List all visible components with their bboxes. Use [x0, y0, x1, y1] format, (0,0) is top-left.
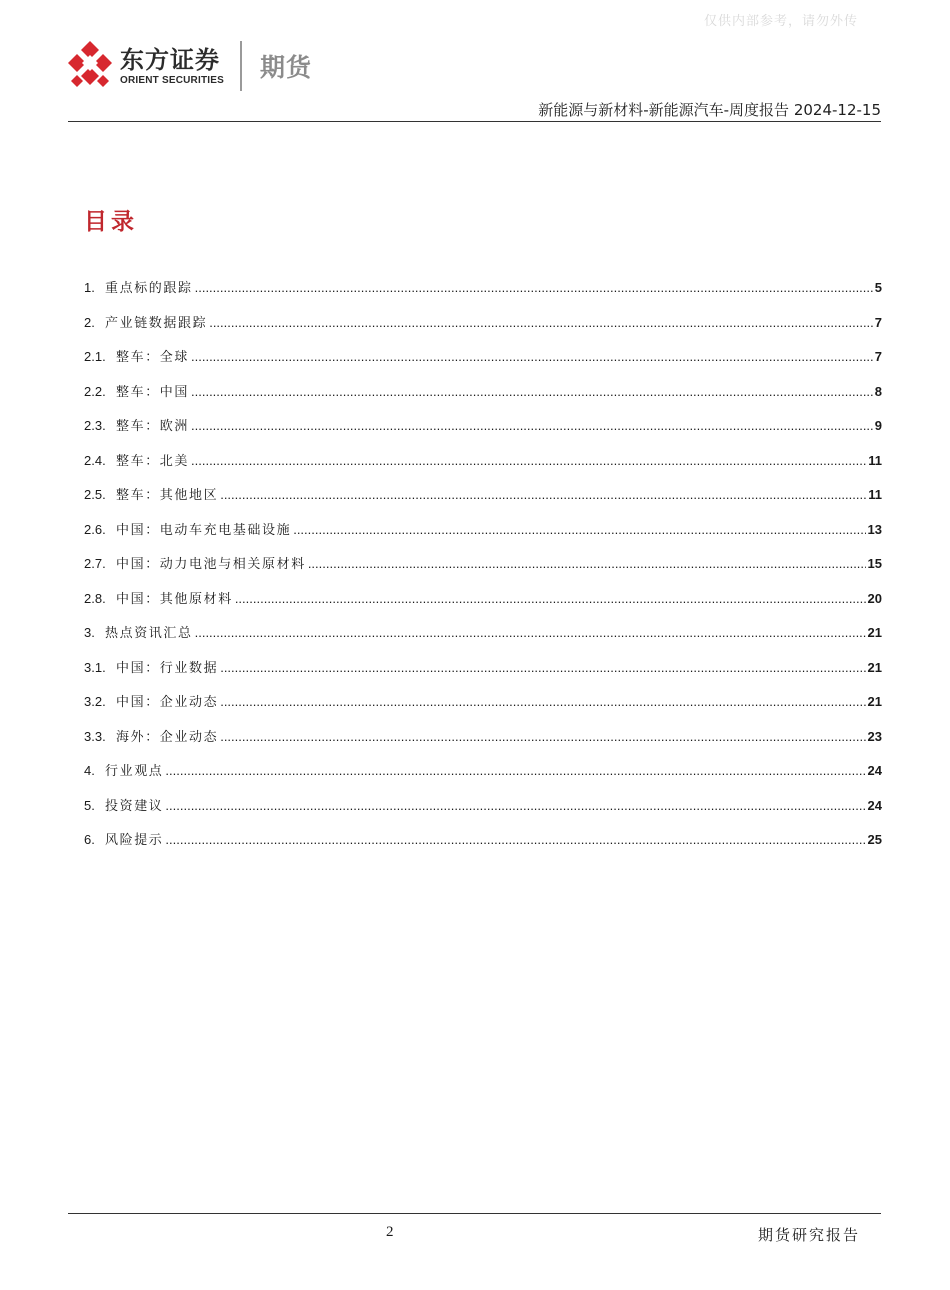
orient-logo-icon	[68, 41, 112, 91]
toc-label: 中国：其他原材料	[116, 591, 233, 607]
toc-number: 3.2.	[84, 694, 106, 709]
toc-leader	[220, 727, 865, 747]
toc-number: 2.4.	[84, 452, 106, 468]
toc-label: 整车：北美	[116, 453, 190, 469]
toc-number: 1.	[84, 280, 95, 295]
toc-entry[interactable]	[84, 761, 882, 796]
toc-page-number: 25	[867, 832, 882, 847]
toc-number: 2.5.	[84, 487, 106, 502]
toc-label: 行业观点	[105, 764, 164, 779]
toc-label: 整车：全球	[116, 350, 190, 365]
toc-entry[interactable]	[84, 554, 882, 589]
toc-page-number: 13	[867, 521, 882, 537]
toc-entry[interactable]	[84, 589, 882, 624]
toc-entry[interactable]	[84, 692, 882, 727]
toc-number: 6.	[84, 832, 95, 847]
toc-label: 风险提示	[105, 833, 164, 848]
toc-number: 2.6.	[84, 521, 106, 537]
toc-number: 2.3.	[84, 418, 106, 433]
toc-page-number: 9	[874, 418, 882, 433]
toc-page-number: 23	[867, 728, 882, 744]
toc-number: 2.8.	[84, 590, 106, 606]
toc-leader	[209, 313, 873, 333]
toc-entry[interactable]	[84, 623, 882, 658]
toc-number: 2.1.	[84, 349, 106, 364]
toc-label: 中国：企业动态	[116, 695, 219, 710]
toc-label: 整车：欧洲	[116, 419, 190, 434]
toc-page-number: 11	[868, 487, 882, 502]
toc-label: 重点标的跟踪	[105, 281, 193, 296]
toc-number: 3.3.	[84, 728, 106, 744]
toc-entry[interactable]	[84, 347, 882, 382]
toc-leader	[191, 451, 866, 471]
toc-leader	[195, 278, 873, 298]
toc-label: 整车：其他地区	[116, 488, 219, 503]
watermark: 仅供内部参考，请勿外传	[704, 14, 859, 29]
toc-leader	[165, 830, 865, 850]
toc-page-number: 21	[867, 694, 882, 709]
toc-leader	[220, 658, 865, 678]
toc-page-number: 21	[867, 659, 882, 675]
toc-leader	[293, 520, 865, 540]
toc-label: 中国：行业数据	[116, 660, 219, 676]
toc-page-number: 24	[867, 763, 882, 778]
logo-divider	[240, 41, 242, 91]
company-name-en: ORIENT SECURITIES	[120, 75, 224, 86]
company-logo	[68, 40, 312, 92]
toc-number: 2.2.	[84, 383, 106, 399]
footer-divider	[68, 1213, 881, 1214]
toc-entry[interactable]	[84, 382, 882, 417]
toc-page-number: 21	[867, 625, 882, 640]
toc-number: 3.1.	[84, 659, 106, 675]
toc-entry[interactable]	[84, 658, 882, 693]
toc-page-number: 7	[874, 314, 882, 330]
division-name: 期货	[259, 53, 312, 82]
toc-entry[interactable]	[84, 485, 882, 520]
toc-leader	[235, 589, 866, 609]
toc-number: 2.	[84, 314, 95, 330]
toc-label: 热点资讯汇总	[105, 626, 193, 641]
toc-entry[interactable]	[84, 278, 882, 313]
toc-entry[interactable]	[84, 727, 882, 762]
report-title: 新能源与新材料-新能源汽车-周度报告 2024-12-15	[538, 101, 881, 119]
toc-label: 中国：动力电池与相关原材料	[116, 557, 306, 572]
toc-leader	[220, 485, 866, 505]
toc-label: 海外：企业动态	[116, 729, 219, 745]
toc-label: 产业链数据跟踪	[105, 315, 208, 331]
toc-number: 5.	[84, 797, 95, 813]
toc-page-number: 11	[868, 452, 882, 468]
toc-entry[interactable]	[84, 520, 882, 555]
toc-leader	[165, 761, 865, 781]
toc-number: 3.	[84, 625, 95, 640]
header-divider	[68, 121, 881, 122]
toc-page-number: 8	[874, 383, 882, 399]
toc-leader	[191, 347, 873, 367]
toc-leader	[165, 796, 865, 816]
toc-leader	[195, 623, 866, 643]
toc-page-number: 15	[867, 556, 882, 571]
toc-entry[interactable]	[84, 796, 882, 831]
toc-heading: 目录	[84, 209, 138, 235]
toc-entry[interactable]	[84, 416, 882, 451]
toc-label: 投资建议	[105, 798, 164, 814]
toc-page-number: 20	[867, 590, 882, 606]
toc-number: 2.7.	[84, 556, 106, 571]
toc-label: 整车：中国	[116, 384, 190, 400]
toc-page-number: 7	[874, 349, 882, 364]
toc-page-number: 24	[867, 797, 882, 813]
table-of-contents	[84, 278, 882, 865]
toc-leader	[191, 416, 873, 436]
toc-number: 4.	[84, 763, 95, 778]
page-number: 2	[386, 1224, 394, 1240]
toc-label: 中国：电动车充电基础设施	[116, 522, 292, 538]
toc-leader	[308, 554, 866, 574]
toc-entry[interactable]	[84, 451, 882, 486]
toc-entry[interactable]	[84, 830, 882, 865]
toc-leader	[191, 382, 873, 402]
toc-page-number: 5	[874, 280, 882, 295]
toc-entry[interactable]	[84, 313, 882, 348]
toc-leader	[220, 692, 865, 712]
company-name-cn: 东方证券	[120, 46, 220, 74]
footer-label: 期货研究报告	[757, 1226, 860, 1244]
